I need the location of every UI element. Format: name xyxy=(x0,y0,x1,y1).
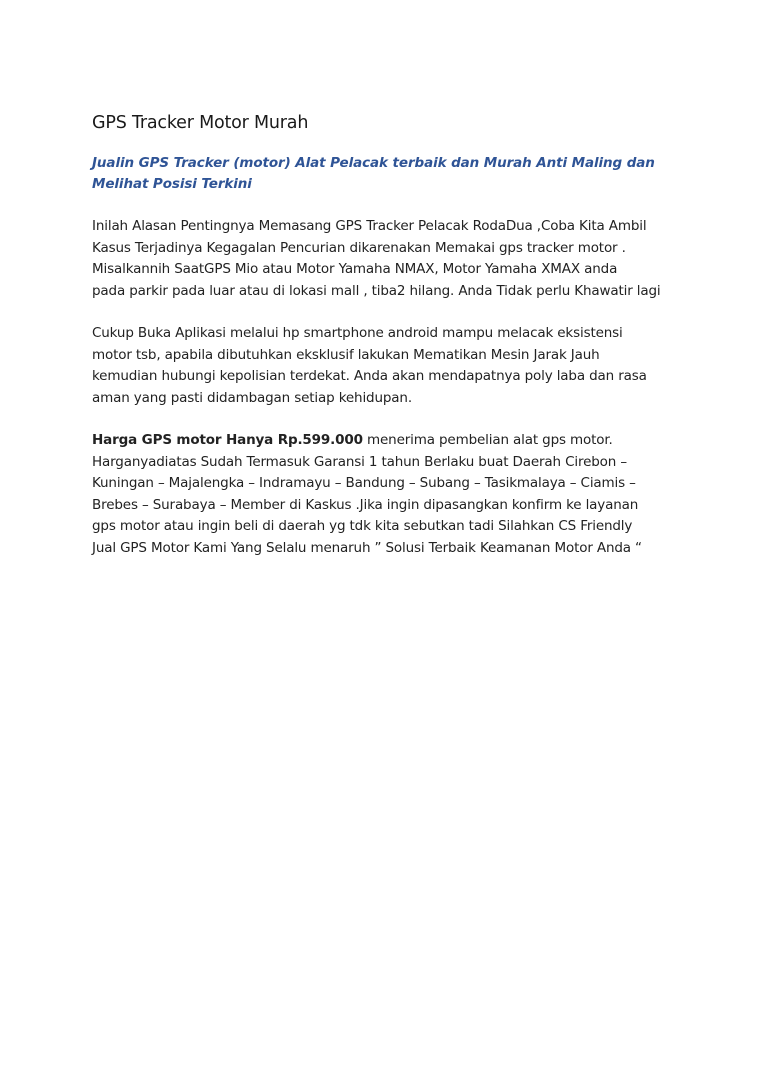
paragraph-line: Jual GPS Motor Kami Yang Selalu menaruh ” Solusi Terbaik Keamanan Motor Anda “ xyxy=(92,539,642,556)
paragraph-line: motor tsb, apabila dibutuhkan eksklusif lakukan Mematikan Mesin Jarak Jauh xyxy=(92,346,600,363)
paragraph-line: kemudian hubungi kepolisian terdekat. Anda akan mendapatnya poly laba dan rasa xyxy=(92,368,647,384)
paragraph-line: pada parkir pada luar atau di lokasi mall , tiba2 hilang. Anda Tidak perlu Khawatir lagi xyxy=(92,282,661,299)
paragraph-line: Kuningan – Majalengka – Indramayu – Bandung – Subang – Tasikmalaya – Ciamis – xyxy=(92,475,636,491)
paragraph-line xyxy=(92,430,682,452)
paragraph-line: Kasus Terjadinya Kegagalan Pencurian dikarenakan Memakai gps tracker motor . xyxy=(92,239,626,256)
paragraph-reasons xyxy=(92,216,682,302)
paragraph-line: Cukup Buka Aplikasi melalui hp smartphone android mampu melacak eksistensi xyxy=(92,325,623,341)
document-body xyxy=(92,111,682,580)
paragraph-line: Inilah Alasan Pentingnya Memasang GPS Tracker Pelacak RodaDua ,Coba Kita Ambil xyxy=(92,218,647,234)
paragraph-line: Harganyadiatas Sudah Termasuk Garansi 1 tahun Berlaku buat Daerah Cirebon – xyxy=(92,453,627,470)
document-subtitle xyxy=(92,153,682,195)
paragraph-line: gps motor atau ingin beli di daerah yg tdk kita sebutkan tadi Silahkan CS Friendly xyxy=(92,518,633,534)
paragraph-price xyxy=(92,430,682,559)
price-highlight: Harga GPS motor Hanya Rp.599.000 xyxy=(92,432,363,448)
paragraph-line: Brebes – Surabaya – Member di Kaskus .Jika ingin dipasangkan konfirm ke layanan xyxy=(92,496,639,513)
subtitle-line: Jualin GPS Tracker (motor) Alat Pelacak terbaik dan Murah Anti Maling dan xyxy=(92,155,655,171)
price-line-rest: menerima pembelian alat gps motor. xyxy=(362,432,613,448)
subtitle-line: Melihat Posisi Terkini xyxy=(92,176,252,192)
paragraph-app xyxy=(92,323,682,409)
paragraph-line: aman yang pasti didambagan setiap kehidupan. xyxy=(92,389,412,406)
document-title: GPS Tracker Motor Murah xyxy=(92,113,309,133)
paragraph-line: Misalkannih SaatGPS Mio atau Motor Yamaha NMAX, Motor Yamaha XMAX anda xyxy=(92,261,618,277)
